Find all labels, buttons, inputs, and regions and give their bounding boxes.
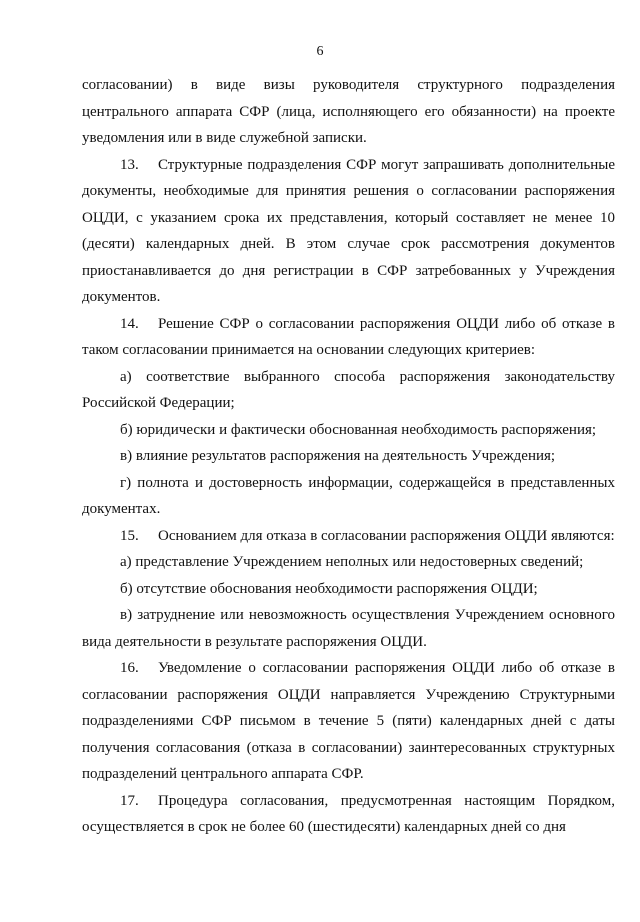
list-item-14b — [82, 417, 615, 444]
paragraph-13 — [82, 152, 615, 311]
paragraph-number: 16. — [120, 660, 139, 676]
paragraph-17 — [82, 788, 615, 841]
paragraph-text: Структурные подразделения СФР могут запрашивать дополнительные документы, необходимые для принятия решения о согласовании распоряжения ОЦДИ, с указанием срока их представления, который составляет не менее 10 (десяти) календарных дней. В этом случае срок рассмотрения документов приостанавливается до дня регистрации в СФР затребованных у Учреждения документов. — [82, 156, 615, 305]
paragraph-number: 13. — [120, 156, 139, 173]
list-item-text: г) полнота и достоверность информации, содержащейся в представленных документах. — [82, 474, 615, 517]
list-item-14a — [82, 364, 615, 417]
list-item-15a — [82, 549, 615, 576]
paragraph-number: 14. — [120, 315, 139, 332]
list-item-14d — [82, 470, 615, 523]
paragraph-text: Решение СФР о согласовании распоряжения ОЦДИ либо об отказе в таком согласовании принимается на основании следующих критериев: — [82, 315, 615, 358]
paragraph-number: 15. — [120, 527, 139, 544]
paragraph-16 — [82, 655, 615, 788]
list-item-text: в) затруднение или невозможность осуществления Учреждением основного вида деятельности в результате распоряжения ОЦДИ. — [82, 607, 615, 650]
paragraph-text: согласовании) в виде визы руководителя структурного подразделения центрального аппарата СФР (лица, исполняющего его обязанности) на проекте уведомления или в виде служебной записки. — [82, 77, 615, 146]
list-item-text: а) представление Учреждением неполных или недостоверных сведений; — [120, 554, 584, 570]
document-body — [82, 72, 615, 841]
paragraph-text: Уведомление о согласовании распоряжения ОЦДИ либо об отказе в согласовании распоряжения ОЦДИ направляется Учреждению Структурными подразделениями СФР письмом в течение 5 (пяти) календарных дней с даты получения согласования (отказа в согласовании) заинтересованных структурных подразделений центрального аппарата СФР. — [82, 660, 615, 782]
list-item-text: а) соответствие выбранного способа распоряжения законодательству Российской Федерации; — [82, 368, 615, 411]
list-item-text: б) юридически и фактически обоснованная необходимость распоряжения; — [120, 421, 597, 438]
paragraph-number: 17. — [120, 792, 139, 809]
list-item-15c — [82, 602, 615, 655]
list-item-14c — [82, 443, 615, 470]
list-item-text: в) влияние результатов распоряжения на деятельность Учреждения; — [120, 448, 556, 464]
paragraph-continuation — [82, 72, 615, 152]
paragraph-14 — [82, 311, 615, 364]
list-item-15b — [82, 576, 615, 603]
paragraph-15 — [82, 523, 615, 550]
paragraph-text: Основанием для отказа в согласовании распоряжения ОЦДИ являются: — [158, 527, 615, 544]
paragraph-text: Процедура согласования, предусмотренная настоящим Порядком, осуществляется в срок не более 60 (шестидесяти) календарных дней со дня — [82, 792, 615, 835]
page-number: 6 — [316, 44, 324, 59]
list-item-text: б) отсутствие обоснования необходимости распоряжения ОЦДИ; — [120, 580, 538, 597]
